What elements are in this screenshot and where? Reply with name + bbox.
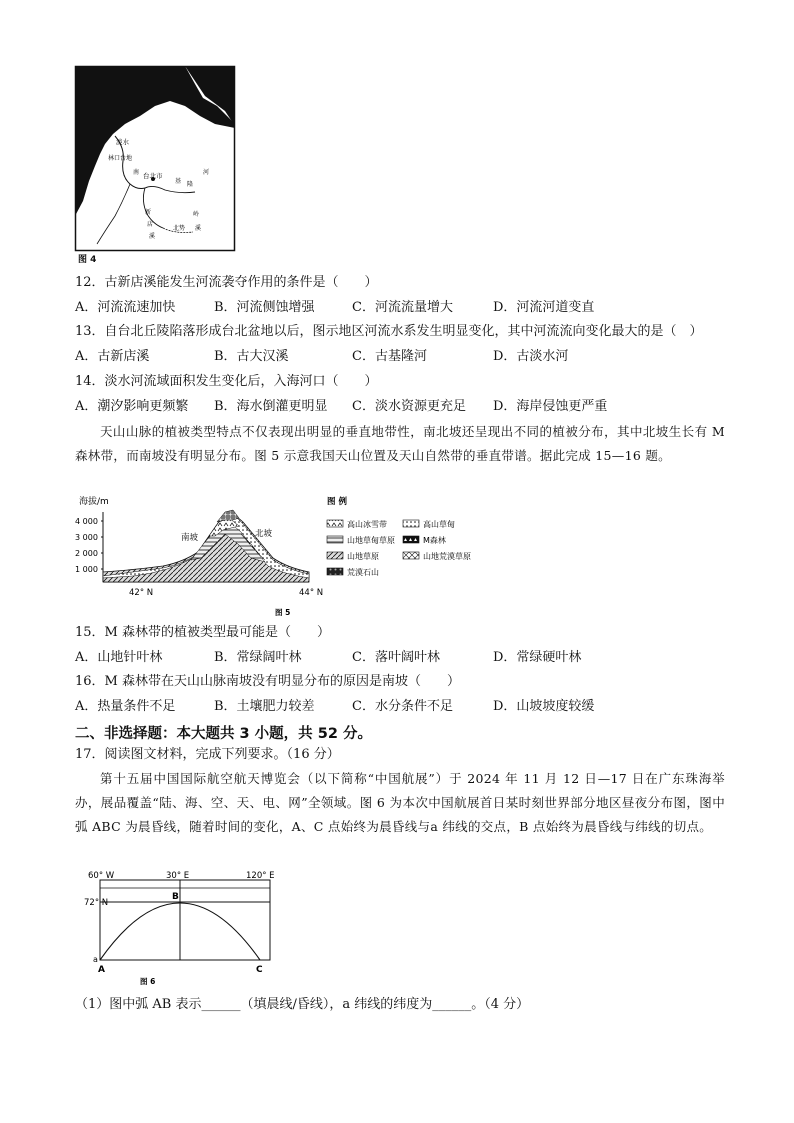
map-label-linkou: 林口台地 (108, 155, 133, 162)
question-17-material: 第十五届中国国际航空航天博览会（以下简称“中国航展”）于 2024 年 11 月 12 日—17 日在广东珠海举办，展品覆盖“陆、海、空、天、电、网”全领域。图 6 为本次中国航展首日某时刻世界部分地区昼夜分布图，图中弧 ABC 为晨昏线，随着时间的变化，A、C 点始终为晨昏线与a 纬线的交点，B 点始终为晨昏线与纬线的切点。 (75, 771, 725, 834)
option-d[interactable]: D．河流河道变直 (493, 300, 595, 315)
figure-4-caption: 图 4 (78, 255, 97, 265)
legend-mountain-desert-steppe: 山地荒漠草原 (423, 552, 471, 561)
fig5-ytick-3000: 3 000 (75, 533, 98, 542)
fig6-lon-60w: 60° W (88, 871, 115, 881)
fig5-xtick-44n: 44° N (299, 588, 324, 598)
question-17-stem: 17．阅读图文材料，完成下列要求。（16 分） (75, 747, 340, 762)
map-label-beishi: 北势 (173, 225, 186, 232)
fig6-lat-a: a (93, 955, 98, 964)
fig6-caption: 图 6 (140, 977, 156, 986)
option-a[interactable]: A．潮汐影响更频繁 (75, 399, 189, 414)
section-2-heading: 二、非选择题：本大题共 3 小题，共 52 分。 (75, 726, 372, 742)
option-a[interactable]: A．河流流速加快 (75, 300, 176, 315)
option-d[interactable]: D．古淡水河 (493, 349, 569, 364)
question-15-stem: 15．M 森林带的植被类型最可能是（ ） (75, 625, 330, 640)
map-label-danshui: 淡水 (116, 138, 129, 146)
legend-alpine-snow: 高山冰雪带 (347, 520, 387, 529)
legend-alpine-meadow: 高山草甸 (423, 520, 455, 529)
legend-desert-rock: 荒漠石山 (347, 568, 379, 577)
fig6-point-a: A (98, 965, 105, 975)
fig5-ytick-4000: 4 000 (75, 517, 98, 526)
map-label-long: 隆 (187, 181, 194, 188)
option-a[interactable]: A．古新店溪 (75, 349, 150, 364)
map-label-ling: 岭 (193, 211, 200, 218)
map-label-xin: 新 (145, 209, 152, 216)
option-d[interactable]: D．山坡坡度较缓 (493, 699, 595, 714)
option-b[interactable]: B．海水倒灌更明显 (214, 399, 328, 414)
option-b[interactable]: B．古大汉溪 (214, 349, 289, 364)
map-label-dian: 店 (147, 221, 154, 228)
question-17-sub-1: （1）图中弧 AB 表示______（填晨线/昏线），a 纬线的纬度为______。（4 分） (75, 997, 530, 1012)
figure-4-map (75, 66, 235, 251)
option-c[interactable]: C．河流流量增大 (352, 300, 453, 315)
fig6-lon-30e: 30° E (166, 871, 190, 881)
fig6-lat-72n: 72° N (84, 898, 109, 908)
fig5-ytick-1000: 1 000 (75, 565, 98, 574)
option-a[interactable]: A．热量条件不足 (75, 699, 176, 714)
option-d[interactable]: D．海岸侵蚀更严重 (493, 399, 608, 414)
fig5-caption: 图 5 (275, 608, 291, 617)
map-label-he: 河 (203, 169, 210, 176)
option-a[interactable]: A．山地针叶林 (75, 650, 163, 665)
legend-mountain-meadow-steppe: 山地草甸草原 (347, 536, 395, 545)
fig5-xtick-42n: 42° N (129, 588, 154, 598)
fig6-point-c: C (256, 965, 263, 975)
figure-6-day-night-map (84, 868, 288, 988)
fig5-north-label: 北坡 (255, 529, 273, 539)
option-c[interactable]: C．水分条件不足 (352, 699, 453, 714)
option-c[interactable]: C．古基隆河 (352, 349, 427, 364)
question-13-stem: 13．自台北丘陵陷落形成台北盆地以后，图示地区河流水系发生明显变化，其中河流流向变化最大的是（ ） (75, 324, 703, 339)
legend-m-forest: M森林 (423, 536, 446, 545)
material-15-16: 天山山脉的植被类型特点不仅表现出明显的垂直地带性，南北坡还呈现出不同的植被分布，其中北坡生长有 M 森林带，而南坡没有明显分布。图 5 示意我国天山位置及天山自然带的垂直带谱。据此完成 15—16 题。 (75, 424, 725, 463)
map-label-xi2: 溪 (195, 225, 202, 232)
question-12-stem: 12．古新店溪能发生河流袭夺作用的条件是（ ） (75, 275, 378, 290)
fig6-point-b: B (172, 892, 179, 902)
legend-mountain-steppe: 山地草原 (347, 552, 379, 561)
question-14-stem: 14．淡水河流域面积发生变化后，入海河口（ ） (75, 374, 378, 389)
map-label-keelung: 基 (175, 178, 182, 185)
option-b[interactable]: B．河流侧蚀增强 (214, 300, 315, 315)
option-c[interactable]: C．淡水资源更充足 (352, 399, 466, 414)
fig5-south-label: 南坡 (181, 533, 199, 543)
map-label-nan: 南 (133, 169, 140, 176)
option-c[interactable]: C．落叶阔叶林 (352, 650, 440, 665)
map-label-xi: 溪 (149, 233, 156, 240)
option-b[interactable]: B．常绿阔叶林 (214, 650, 302, 665)
fig5-ylabel: 海拔/m (79, 497, 109, 507)
fig5-ytick-2000: 2 000 (75, 549, 98, 558)
fig5-legend-title: 图 例 (327, 497, 347, 507)
map-label-taipei: 台北市 (143, 172, 163, 180)
option-d[interactable]: D．常绿硬叶林 (493, 650, 582, 665)
question-16-stem: 16．M 森林带在天山山脉南坡没有明显分布的原因是南坡（ ） (75, 674, 460, 689)
figure-5-tianshan-profile (73, 492, 503, 620)
fig6-lon-120e: 120° E (246, 871, 275, 881)
option-b[interactable]: B．土壤肥力较差 (214, 699, 315, 714)
